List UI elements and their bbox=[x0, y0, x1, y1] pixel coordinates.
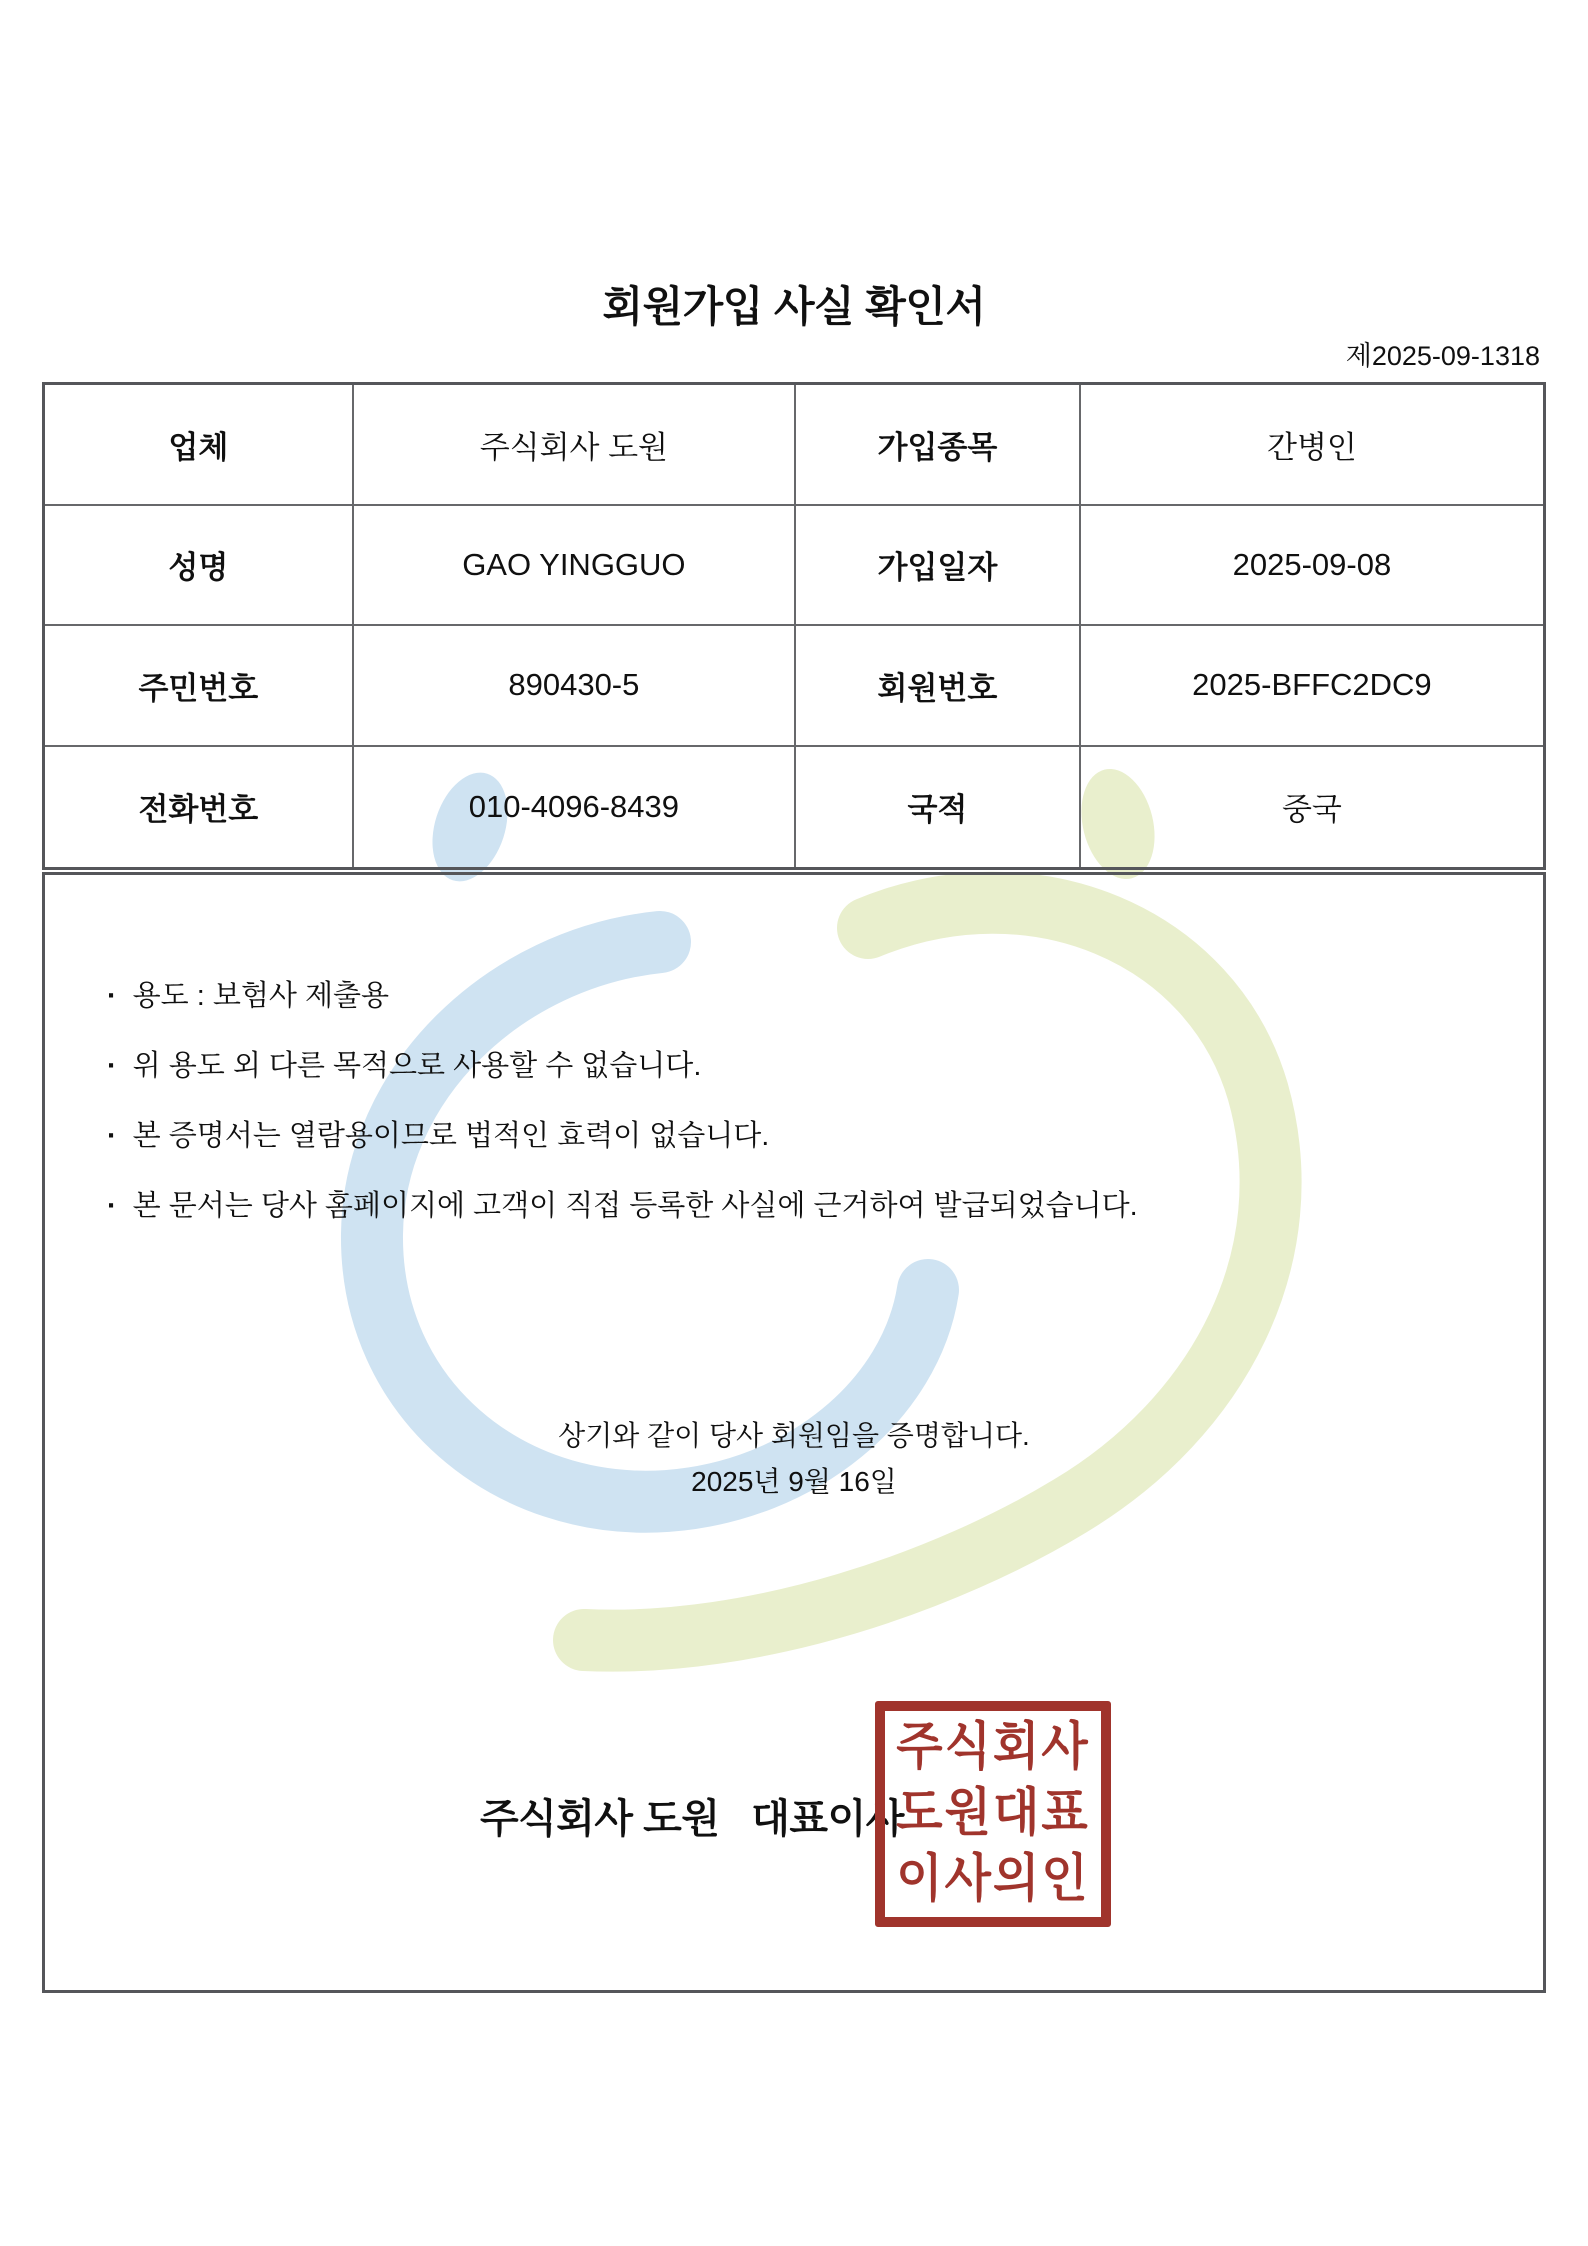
document-number: 제2025-09-1318 bbox=[1345, 341, 1540, 371]
table-label-membership-type: 가입종목 bbox=[796, 385, 1081, 506]
table-value-member-number: 2025-BFFC2DC9 bbox=[1081, 626, 1543, 747]
note-no-legal-effect: · 본 증명서는 열람용이므로 법적인 효력이 없습니다. bbox=[107, 1101, 1138, 1171]
table-value-join-date: 2025-09-08 bbox=[1081, 506, 1543, 627]
table-value-name: GAO YINGGUO bbox=[354, 506, 796, 627]
table-value-membership-type: 간병인 bbox=[1081, 385, 1543, 506]
member-info-table bbox=[42, 382, 1546, 870]
note-purpose: · 용도 : 보험사 제출용 bbox=[107, 961, 1138, 1031]
seal-text-row: 이사의인 bbox=[896, 1850, 1090, 1909]
table-value-company: 주식회사 도원 bbox=[354, 385, 796, 506]
company-signature: 주식회사 도원 대표이사 bbox=[480, 1797, 904, 1841]
table-label-join-date: 가입일자 bbox=[796, 506, 1081, 627]
corporate-seal bbox=[875, 1701, 1111, 1927]
seal-text-row: 주식회사 bbox=[896, 1718, 1090, 1777]
note-source: · 본 문서는 당사 홈페이지에 고객이 직접 등록한 사실에 근거하여 발급되었습니다. bbox=[107, 1171, 1138, 1241]
table-value-phone: 010-4096-8439 bbox=[354, 747, 796, 868]
certification-statement: 상기와 같이 당사 회원임을 증명합니다. bbox=[558, 1420, 1030, 1451]
table-label-phone: 전화번호 bbox=[45, 747, 354, 868]
seal-text-row: 도원대표 bbox=[896, 1784, 1090, 1843]
table-label-resident-number: 주민번호 bbox=[45, 626, 354, 747]
note-restriction: · 위 용도 외 다른 목적으로 사용할 수 없습니다. bbox=[107, 1031, 1138, 1101]
issue-date: 2025년 9월 16일 bbox=[691, 1466, 897, 1497]
usage-notes bbox=[107, 961, 1138, 1241]
table-label-nationality: 국적 bbox=[796, 747, 1081, 868]
table-label-name: 성명 bbox=[45, 506, 354, 627]
table-label-company: 업체 bbox=[45, 385, 354, 506]
table-label-member-number: 회원번호 bbox=[796, 626, 1081, 747]
table-value-nationality: 중국 bbox=[1281, 792, 1342, 828]
certification-statement-block bbox=[45, 1413, 1543, 1505]
certificate-body-box bbox=[42, 872, 1546, 1993]
table-value-resident-number: 890430-5 bbox=[354, 626, 796, 747]
page-title: 회원가입 사실 확인서 bbox=[602, 283, 986, 330]
